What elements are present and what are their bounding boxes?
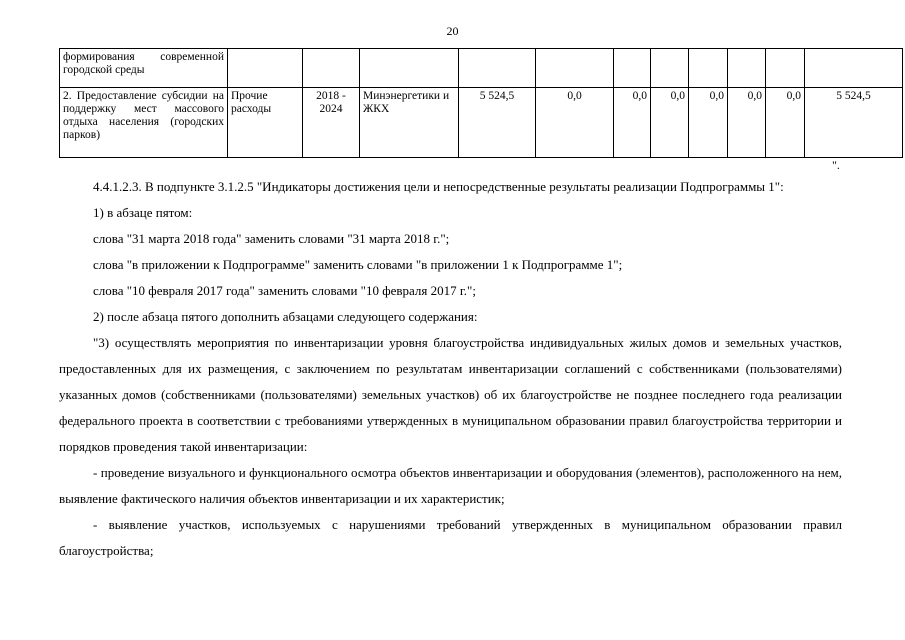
table-cell [805, 49, 903, 88]
paragraph: слова "31 марта 2018 года" заменить словами "31 марта 2018 г."; [93, 231, 450, 246]
table-cell [536, 49, 614, 88]
table-cell-description: 2. Предоставление субсидии на поддержку мест массового отдыха населения (городских парков) [60, 88, 228, 158]
table-cell-description: формирования современной городской среды [60, 49, 228, 88]
table-cell-value: 0,0 [728, 88, 766, 158]
table-cell [651, 49, 689, 88]
table-row [60, 88, 903, 158]
table-cell-final: 5 524,5 [805, 88, 903, 158]
table-cell-value: 0,0 [536, 88, 614, 158]
paragraph: 1) в абзаце пятом: [93, 205, 193, 220]
table-cell-value: 0,0 [651, 88, 689, 158]
table-cell [303, 49, 360, 88]
table-cell [614, 49, 651, 88]
table-cell [728, 49, 766, 88]
table-cell [360, 49, 459, 88]
paragraph: - проведение визуального и функционального осмотра объектов инвентаризации и оборудования (элементов), расположенного на нем, выявление фактического наличия объектов инвентаризации и их характеристик; [59, 465, 842, 506]
table-cell-period: 2018 - 2024 [303, 88, 360, 158]
paragraph: - выявление участков, используемых с нарушениями требований утвержденных в муниципальном образовании правил благоустройства; [59, 517, 842, 558]
paragraph: 2) после абзаца пятого дополнить абзацами следующего содержания: [93, 309, 478, 324]
table-cell-value: 0,0 [689, 88, 728, 158]
table-cell-total: 5 524,5 [459, 88, 536, 158]
table-row [60, 49, 903, 88]
table-cell-category: Прочие расходы [228, 88, 303, 158]
table-cell-executor: Минэнергетики и ЖКХ [360, 88, 459, 158]
budget-table [59, 48, 903, 158]
document-body [59, 174, 842, 564]
page-number: 20 [446, 24, 459, 38]
table-cell-value: 0,0 [614, 88, 651, 158]
paragraph: слова "10 февраля 2017 года" заменить словами "10 февраля 2017 г."; [93, 283, 476, 298]
table-cell [459, 49, 536, 88]
table-cell [689, 49, 728, 88]
table-cell [766, 49, 805, 88]
paragraph: "3) осуществлять мероприятия по инвентаризации уровня благоустройства индивидуальных жилых домов и земельных участков, предоставленных для их размещения, с заключением по результатам инвентаризации соглашений с собственниками (пользователями) указанных домов (собственниками (пользователями) земельных участков) об их благоустройстве не позднее последнего года реализации федерального проекта в соответствии с требованиями утвержденных в муниципальном образовании правил благоустройства территории и порядков проведения такой инвентаризации: [59, 335, 842, 454]
paragraph: 4.4.1.2.3. В подпункте 3.1.2.5 "Индикаторы достижения цели и непосредственные результаты реализации Подпрограммы 1": [93, 179, 784, 194]
table-cell-value: 0,0 [766, 88, 805, 158]
paragraph: слова "в приложении к Подпрограмме" заменить словами "в приложении 1 к Подпрограмме 1"; [93, 257, 623, 272]
closing-quote: ". [832, 158, 840, 172]
table-cell [228, 49, 303, 88]
